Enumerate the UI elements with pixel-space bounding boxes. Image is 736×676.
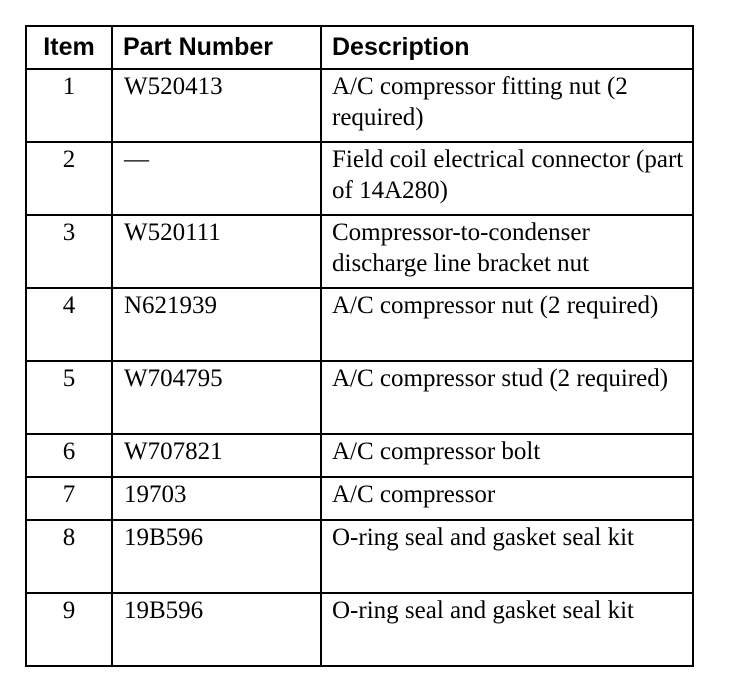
description: A/C compressor bolt [321, 434, 693, 477]
description: Field coil electrical connector (part of 14A280) [321, 142, 693, 215]
part-number: — [112, 142, 321, 215]
item-number: 7 [26, 477, 112, 520]
part-number: W707821 [112, 434, 321, 477]
description: A/C compressor stud (2 required) [321, 361, 693, 434]
part-number: N621939 [112, 288, 321, 361]
part-number: 19B596 [112, 520, 321, 593]
header-item: Item [26, 26, 112, 69]
item-number: 1 [26, 69, 112, 142]
description: O-ring seal and gasket seal kit [321, 593, 693, 666]
header-description: Description [321, 26, 693, 69]
item-number: 9 [26, 593, 112, 666]
table-row [26, 520, 693, 593]
table-row [26, 69, 693, 142]
header-row [26, 26, 693, 69]
header-part-number: Part Number [112, 26, 321, 69]
item-number: 8 [26, 520, 112, 593]
part-number: 19B596 [112, 593, 321, 666]
item-number: 6 [26, 434, 112, 477]
description: Compressor-to-condenser discharge line bracket nut [321, 215, 693, 288]
description: A/C compressor [321, 477, 693, 520]
part-number: W704795 [112, 361, 321, 434]
part-number: 19703 [112, 477, 321, 520]
description: A/C compressor nut (2 required) [321, 288, 693, 361]
table-row [26, 288, 693, 361]
item-number: 3 [26, 215, 112, 288]
table-row [26, 593, 693, 666]
table-row [26, 434, 693, 477]
table-row [26, 142, 693, 215]
part-number: W520111 [112, 215, 321, 288]
description: O-ring seal and gasket seal kit [321, 520, 693, 593]
table-row [26, 477, 693, 520]
item-number: 5 [26, 361, 112, 434]
table-row [26, 361, 693, 434]
description: A/C compressor fitting nut (2 required) [321, 69, 693, 142]
item-number: 4 [26, 288, 112, 361]
table-row [26, 215, 693, 288]
item-number: 2 [26, 142, 112, 215]
parts-table [25, 25, 694, 667]
part-number: W520413 [112, 69, 321, 142]
